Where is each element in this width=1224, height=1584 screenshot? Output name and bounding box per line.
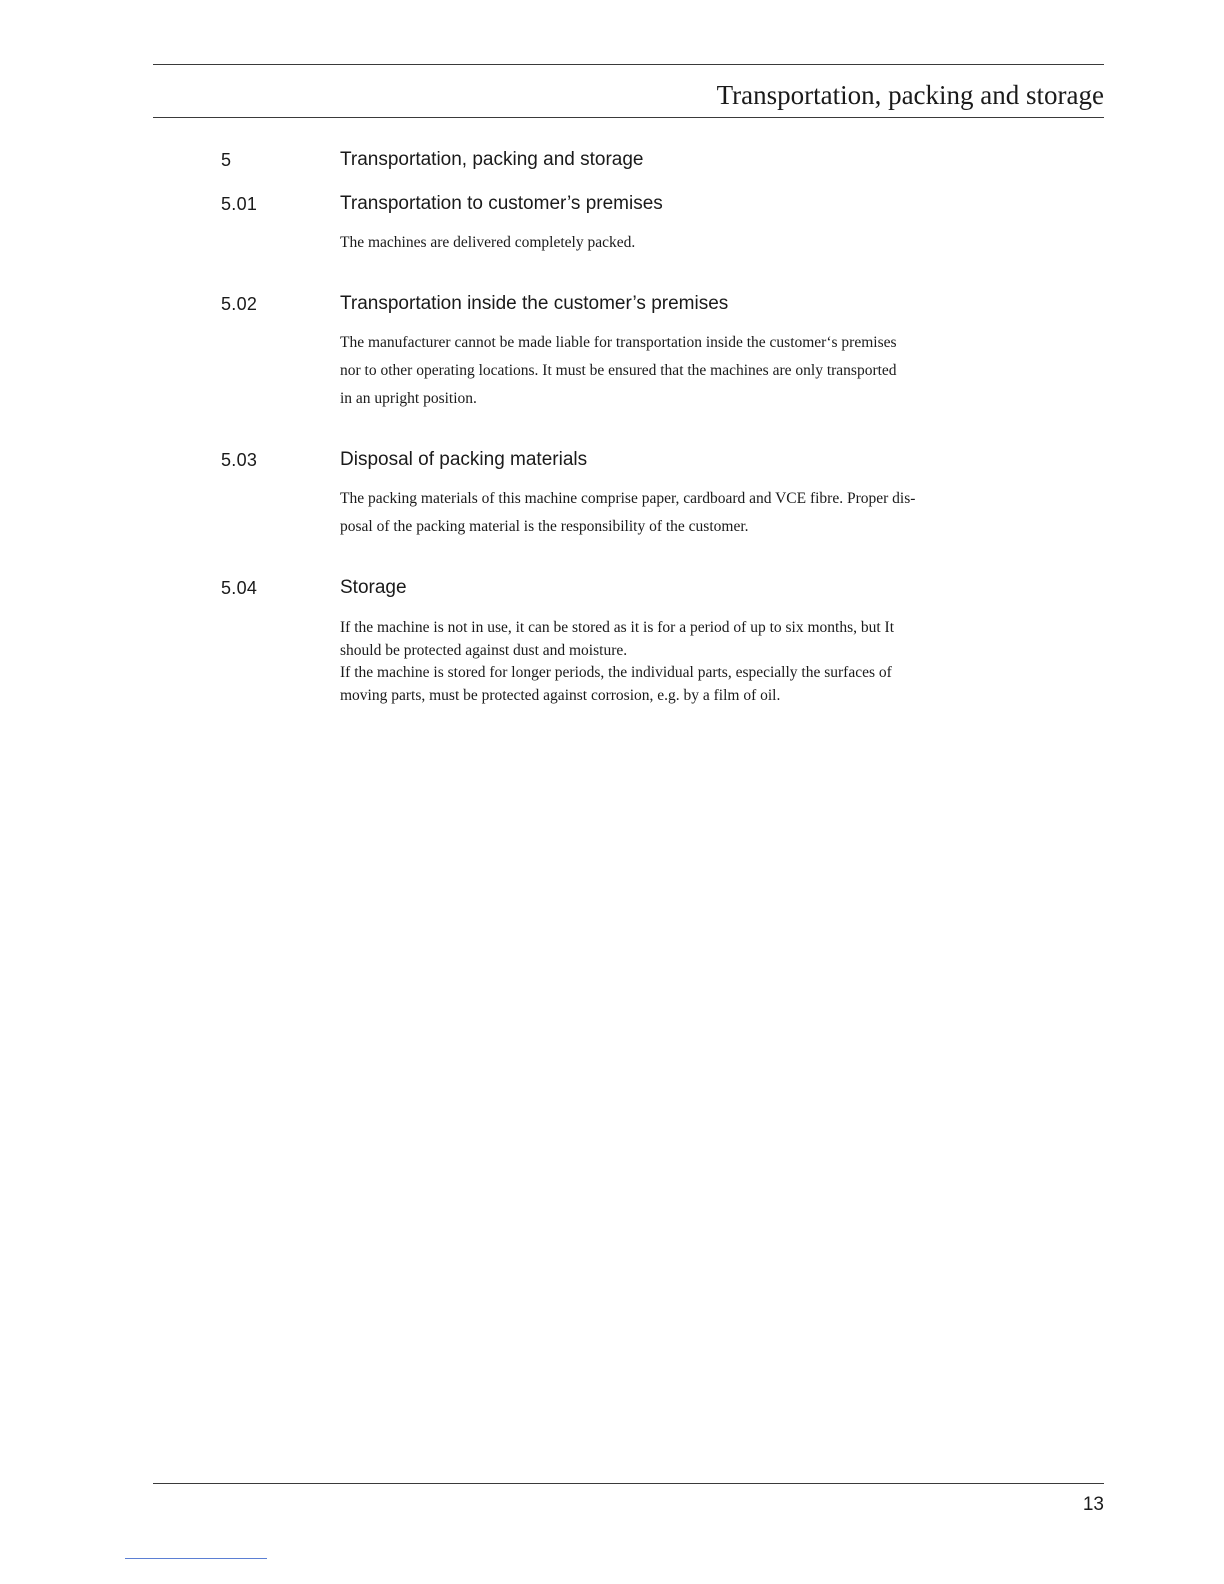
section-title: Transportation inside the customer’s premises	[340, 293, 729, 314]
page-number: 13	[1082, 1494, 1104, 1515]
body-line: moving parts, must be protected against corrosion, e.g. by a film of oil.	[340, 686, 781, 704]
running-header-title: Transportation, packing and storage	[716, 80, 1104, 110]
body-line: nor to other operating locations. It must be ensured that the machines are only transported	[340, 362, 897, 379]
body-line: posal of the packing material is the responsibility of the customer.	[340, 518, 749, 535]
section-body	[340, 485, 915, 541]
body-line: The packing materials of this machine comprise paper, cardboard and VCE fibre. Proper dis-	[340, 490, 916, 507]
section-title: Transportation to customer’s premises	[340, 193, 663, 214]
section-title: Disposal of packing materials	[340, 449, 588, 470]
section-title: Transportation, packing and storage	[340, 149, 644, 170]
section-body	[340, 229, 635, 257]
body-line: should be protected against dust and moisture.	[340, 641, 628, 659]
body-line: If the machine is not in use, it can be stored as it is for a period of up to six months, but It	[340, 619, 895, 636]
section-number: 5.01	[221, 194, 258, 214]
section-number: 5.04	[221, 578, 258, 598]
section-body	[340, 329, 897, 413]
section-title: Storage	[340, 577, 407, 598]
header-top-rule	[153, 64, 1104, 65]
section-number: 5.03	[221, 450, 258, 470]
body-line: If the machine is stored for longer periods, the individual parts, especially the surfaces of	[340, 664, 892, 681]
body-line: The manufacturer cannot be made liable for transportation inside the customer‘s premises	[340, 334, 897, 351]
header-bottom-rule	[153, 117, 1104, 118]
section-number: 5	[221, 150, 232, 170]
section-number: 5.02	[221, 294, 258, 314]
body-line: The machines are delivered completely packed.	[340, 234, 636, 251]
footer-rule	[153, 1483, 1104, 1484]
section-body	[340, 617, 894, 707]
body-line: in an upright position.	[340, 390, 477, 407]
bottom-edge-line	[125, 1558, 267, 1559]
